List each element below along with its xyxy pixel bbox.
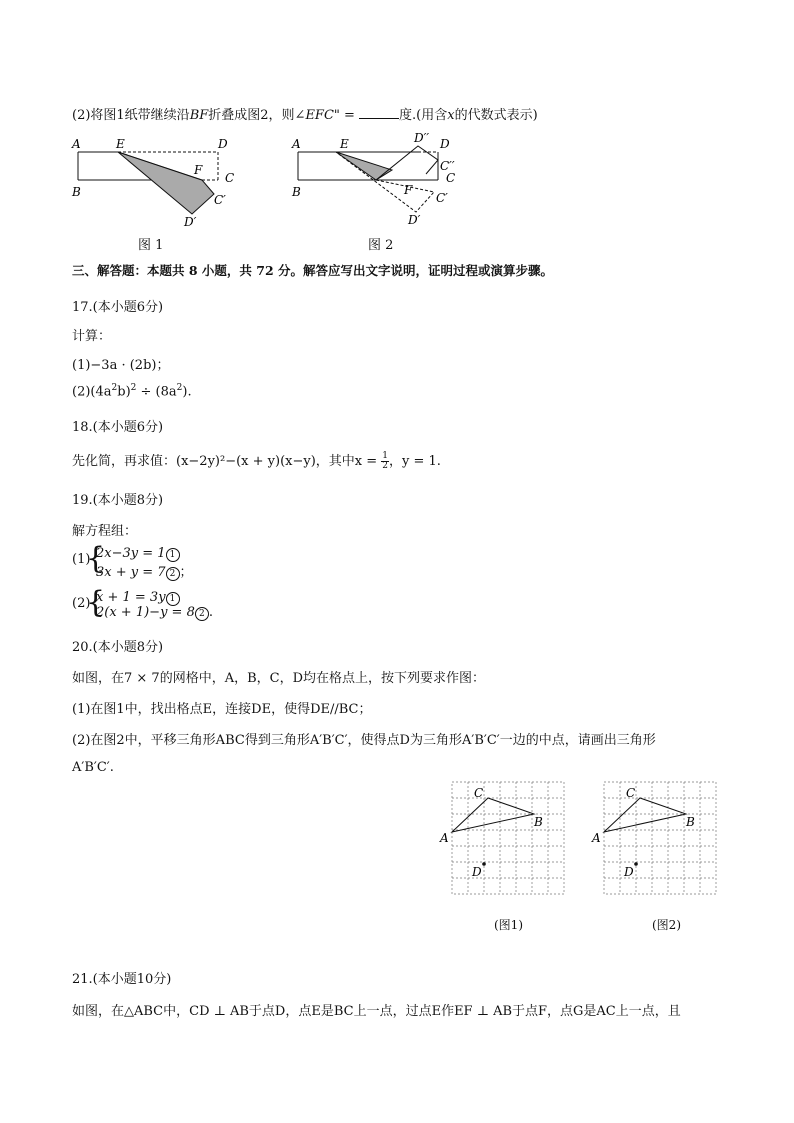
q16-text-prefix: (2)将图1纸带继续沿	[72, 108, 190, 123]
label-A: A	[72, 137, 81, 151]
q17-p2-f: 2	[176, 383, 183, 393]
label-A: A	[440, 831, 449, 845]
label-B: B	[534, 815, 543, 829]
q17-intro: 计算：	[72, 329, 112, 344]
grid-figure-1	[438, 780, 572, 904]
q16-suffix: 度.(用含	[399, 108, 448, 123]
label-D: D	[440, 137, 450, 151]
label-D: D	[624, 865, 634, 879]
q20-part2b: A′B′C′.	[72, 760, 114, 775]
q21-head: 21.(本小题10分)	[72, 972, 172, 987]
q17-p2-d: 2	[130, 383, 137, 393]
label-A: A	[292, 137, 301, 151]
brace: {	[86, 585, 106, 620]
grid2-caption: (图2)	[652, 918, 681, 932]
q17-p2-g: ).	[182, 384, 192, 400]
q19-s2-row1: x + 1 = 3y 1	[96, 590, 180, 606]
q17-p2-e: ÷ (8a	[136, 384, 177, 400]
q19-s2-label: (2)	[72, 596, 91, 611]
q17-p2-c: b)	[117, 384, 131, 400]
label-Dp: D′	[408, 213, 421, 227]
label-E: E	[340, 137, 349, 151]
q17-p2-b: 2	[111, 383, 118, 393]
label-D: D	[218, 137, 228, 151]
q18-head: 18.(本小题6分)	[72, 420, 164, 435]
label-Cp: C′	[214, 193, 226, 207]
q18-text-b: ，y = 1.	[389, 454, 441, 469]
brace: {	[86, 541, 106, 576]
label-B: B	[292, 185, 301, 199]
label-F: F	[404, 183, 413, 197]
fraction-half: $\frac{1}{2}$	[382, 451, 388, 471]
q17-p2-a: (2)(4a	[72, 384, 112, 400]
answer-blank[interactable]	[359, 106, 399, 119]
q20-part1: (1)在图1中，找出格点E，连接DE，使得DE//BC；	[72, 702, 372, 717]
grid1-caption: (图1)	[494, 918, 523, 932]
q17-part2	[72, 383, 192, 399]
fold-figure-2	[290, 128, 490, 232]
q16-angle: EFC"	[305, 108, 340, 123]
q16-eq: =	[339, 108, 360, 123]
q16-x: x	[447, 108, 455, 123]
label-Dp: D′	[184, 215, 197, 229]
q19-s1-row2: 3x + y = 7 2 ；	[96, 565, 193, 580]
label-F: F	[194, 163, 203, 177]
q19-s2-row2: 2(x + 1)−y = 8 2 .	[96, 605, 213, 620]
q20-part2: (2)在图2中，平移三角形ABC得到三角形A′B′C′，使得点D为三角形A′B′C′一边的中点，请画出三角形	[72, 733, 656, 748]
q16-text-mid: 折叠成图2，则∠	[208, 108, 306, 123]
label-Dpp: D′′	[414, 131, 430, 145]
grid-figure-2	[590, 780, 724, 904]
label-A: A	[592, 831, 601, 845]
label-E: E	[116, 137, 125, 151]
label-C: C	[225, 171, 235, 185]
label-Cp: C′	[436, 191, 448, 205]
q17-part1: (1)−3a · (2b)；	[72, 358, 170, 373]
fold-figure-1	[70, 132, 250, 232]
q16-bf: BF	[189, 108, 209, 123]
q19-head: 19.(本小题8分)	[72, 493, 164, 508]
label-C: C	[446, 171, 456, 185]
label-Cpp: C′′	[440, 159, 455, 173]
q19-s1-label: (1)	[72, 552, 91, 567]
label-B: B	[72, 185, 81, 199]
q16-part2	[72, 104, 538, 123]
q18-text	[72, 450, 441, 471]
label-D: D	[472, 865, 482, 879]
q16-end: 的代数式表示)	[454, 108, 538, 123]
q19-s1-row1: 2x−3y = 1 1	[96, 546, 180, 562]
q18-text-a: 先化简，再求值：(x−2y)²−(x + y)(x−y)，其中x =	[72, 454, 382, 469]
q20-head: 20.(本小题8分)	[72, 640, 164, 655]
q19-intro: 解方程组：	[72, 524, 138, 539]
label-C: C	[474, 786, 484, 800]
fig1-caption: 图 1	[138, 238, 164, 253]
q20-intro: 如图，在7 × 7的网格中，A，B，C，D均在格点上，按下列要求作图：	[72, 671, 486, 686]
q21-text: 如图，在△ABC中，CD ⊥ AB于点D，点E是BC上一点，过点E作EF ⊥ AB于点F，点G是AC上一点，且	[72, 1004, 681, 1019]
fig2-caption: 图 2	[368, 238, 394, 253]
section3-title: 三、解答题：本题共 8 小题，共 72 分。解答应写出文字说明，证明过程或演算步骤。	[72, 263, 554, 278]
q17-head: 17.(本小题6分)	[72, 300, 164, 315]
label-B: B	[686, 815, 695, 829]
label-C: C	[626, 786, 636, 800]
